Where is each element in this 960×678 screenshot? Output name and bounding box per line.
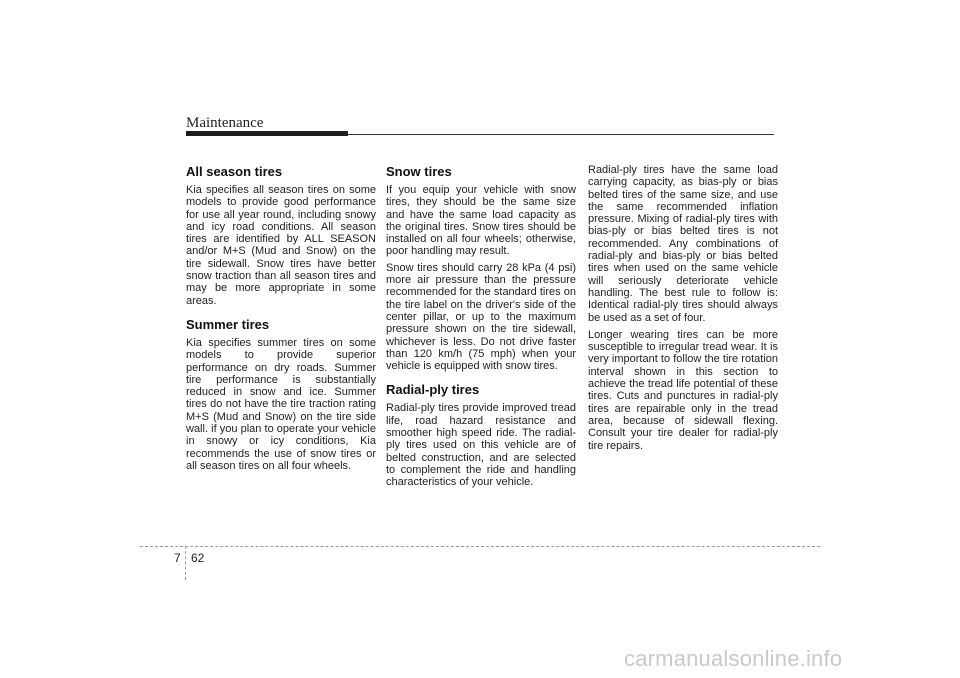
footer-rule — [140, 546, 820, 547]
header-rule-thick — [186, 131, 348, 136]
header-title: Maintenance — [186, 115, 264, 131]
heading-radial-ply-tires: Radial-ply tires — [386, 382, 480, 398]
footer-divider — [185, 546, 186, 580]
column-left — [186, 164, 376, 476]
header-rule-thin — [348, 134, 774, 135]
paragraph-radial-ply-capacity: Radial-ply tires have the same load carrying capacity, as bias-ply or bias belted tires of the same size, and use the same recommended inflation pressure. Mixing of radial-ply tires with bias-ply or bias belted tires is not recommended. Any combinations of radial-ply and bias-ply or bias belted tires when used on the same vehicle will seriously deteriorate vehicle handling. The best rule to follow is: Identical radial-ply tires should always be used as a set of four. — [588, 164, 778, 324]
chapter-number: 7 — [174, 551, 181, 565]
column-middle — [386, 164, 576, 493]
column-right — [588, 164, 778, 457]
heading-all-season-tires: All season tires — [186, 164, 283, 179]
page-number: 62 — [191, 551, 205, 565]
watermark: carmanualsonline.info — [624, 646, 843, 671]
paragraph-snow-tires-2: Snow tires should carry 28 kPa (4 psi) more air pressure than the pressure recommended for the standard tires on the tire label on the driver's side of the center pillar, or up to the maximum pressure shown on the tire sidewall, whichever is less. Do not drive faster than 120 km/h (75 mph) when your vehicle is equipped with snow tires. — [386, 261, 576, 373]
paragraph-summer-tires: Kia specifies summer tires on some models to provide superior performance on dry roads. Summer tire performance is substantially reduced in snow and ice. Summer tires do not have the tire traction rating M+S (Mud and Snow) on the tire side wall. if you plan to operate your vehicle in snowy or icy conditions, Kia recommends the use of snow tires or all season tires on all four wheels. — [186, 336, 376, 472]
paragraph-tread-wear: Longer wearing tires can be more susceptible to irregular tread wear. It is very important to follow the tire rotation interval shown in this section to achieve the tread life potential of these tires. Cuts and punctures in radial-ply tires are repairable only in the tread area, because of sidewall flexing. Consult your tire dealer for radial-ply tire repairs. — [588, 328, 778, 452]
paragraph-snow-tires-1: If you equip your vehicle with snow tires, they should be the same size and have the same load capacity as the original tires. Snow tires should be installed on all four wheels; otherwise, poor handling may result. — [386, 184, 576, 258]
heading-snow-tires: Snow tires — [386, 164, 452, 179]
paragraph-all-season-tires: Kia specifies all season tires on some models to provide good performance for use all year round, including snowy and icy road conditions. All season tires are identified by ALL SEASON and/or M+S (Mud and Snow) on the tire sidewall. Snow tires have better snow traction than all season tires and may be more appropriate in some areas. — [186, 184, 376, 307]
paragraph-radial-ply-tires: Radial-ply tires provide improved tread life, road hazard resistance and smoother high speed ride. The radial-ply tires used on this vehicle are of belted construction, and are selected to complement the ride and handling characteristics of your vehicle. — [386, 402, 576, 489]
heading-summer-tires: Summer tires — [186, 316, 270, 332]
